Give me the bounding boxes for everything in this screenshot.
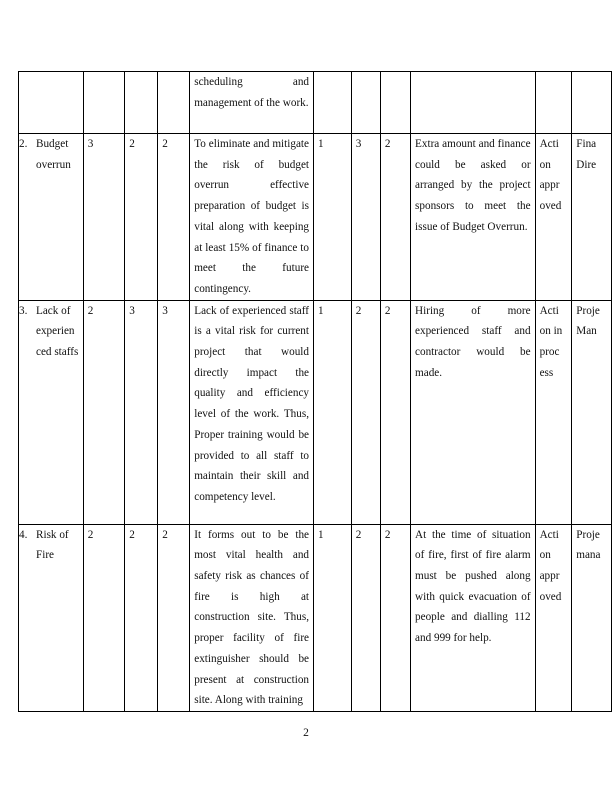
status-text: Acti (539, 304, 559, 317)
score-cell (83, 72, 125, 134)
status-text: ess (539, 366, 554, 379)
status-text: on in (539, 325, 563, 338)
score-cell (351, 72, 380, 134)
score-cell: 1 (314, 134, 352, 301)
status-text: on (539, 158, 551, 171)
score-cell: 2 (351, 300, 380, 524)
mitigation-cell: To eliminate and mitigate the risk of budget overrun effective preparation of budget is vital along with keeping at least 15% of finance to meet the future contingency. (190, 134, 314, 301)
score-cell (314, 72, 352, 134)
owner-cell (572, 134, 612, 301)
risk-register-table (18, 71, 612, 712)
score-cell: 2 (125, 524, 158, 711)
score-cell: 2 (83, 524, 125, 711)
risk-name-cell (19, 524, 84, 711)
owner-text: Proje (576, 304, 600, 317)
owner-text: Dire (576, 158, 597, 171)
status-text: proc (539, 346, 560, 359)
mitigation-cell: Lack of experienced staff is a vital risk for current project that would directly impact the quality and efficiency level of the work. Thus, Proper training would be provided to all staff to maintain their skill and competency level. (190, 300, 314, 524)
mitigation-cell: scheduling and management of the work. (190, 72, 314, 134)
risk-name: Budget overrun (36, 138, 71, 171)
response-cell: Hiring of more experienced staff and contractor would be made. (411, 300, 536, 524)
risk-name-cell (19, 300, 84, 524)
score-cell: 3 (351, 134, 380, 301)
score-cell: 2 (125, 134, 158, 301)
status-text: appr (539, 570, 560, 583)
response-cell: Extra amount and finance could be asked or arranged by the project sponsors to meet the issue of Budget Overrun. (411, 134, 536, 301)
score-cell: 2 (380, 134, 410, 301)
status-text: Acti (539, 138, 559, 150)
risk-name: Risk of Fire (36, 528, 69, 562)
status-text: oved (539, 590, 562, 603)
risk-name-cell (19, 72, 84, 134)
owner-text: Proje (576, 528, 600, 541)
response-cell (411, 72, 536, 134)
status-cell (535, 300, 572, 524)
owner-cell (572, 72, 612, 134)
table-row (19, 134, 612, 301)
score-cell: 3 (125, 300, 158, 524)
risk-name: Lack of experien ced staffs (36, 304, 79, 359)
table-row (19, 524, 612, 711)
row-index: 3. (19, 304, 28, 317)
owner-cell (572, 300, 612, 524)
row-index: 2. (19, 138, 28, 150)
score-cell (125, 72, 158, 134)
response-cell: At the time of situation of fire, first of fire alarm must be pushed along with quick evacuation of people and dialling 112 and 999 for help. (411, 524, 536, 711)
owner-text: Fina (576, 138, 597, 150)
score-cell: 1 (314, 524, 352, 711)
status-cell (535, 72, 572, 134)
status-text: on (539, 549, 551, 562)
status-cell (535, 134, 572, 301)
score-cell: 2 (351, 524, 380, 711)
score-cell: 2 (158, 134, 190, 301)
status-text: oved (539, 200, 562, 213)
score-cell: 2 (158, 524, 190, 711)
page-number: 2 (303, 727, 309, 739)
status-text: Acti (539, 528, 559, 541)
score-cell: 2 (380, 300, 410, 524)
table-row (19, 72, 612, 134)
mitigation-cell: It forms out to be the most vital health and safety risk as chances of fire is high at construction site. Thus, proper facility of fire extinguisher should be present at construction site. Along with training (190, 524, 314, 711)
owner-text: Man (576, 325, 597, 338)
status-cell (535, 524, 572, 711)
risk-name-cell (19, 134, 84, 301)
row-index: 4. (19, 528, 28, 541)
score-cell: 1 (314, 300, 352, 524)
score-cell: 3 (158, 300, 190, 524)
score-cell: 2 (380, 524, 410, 711)
score-cell: 3 (83, 134, 125, 301)
owner-text: mana (576, 549, 601, 562)
score-cell (380, 72, 410, 134)
score-cell (158, 72, 190, 134)
owner-cell (572, 524, 612, 711)
status-text: appr (539, 179, 560, 192)
table-row (19, 300, 612, 524)
score-cell: 2 (83, 300, 125, 524)
